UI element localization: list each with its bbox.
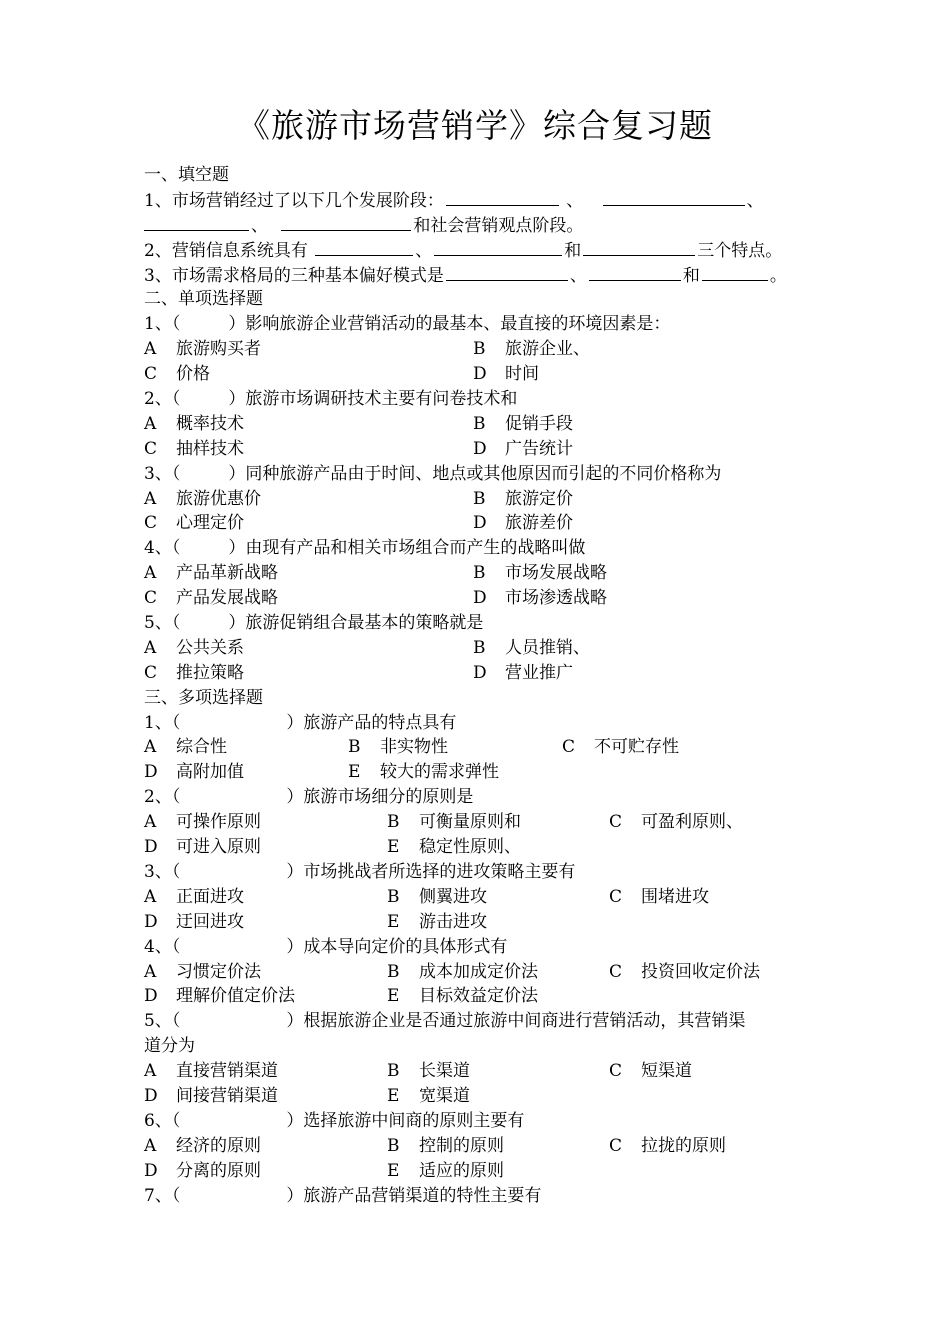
option[interactable]	[387, 1059, 609, 1084]
fill-q1-line1: 1、市场营销经过了以下几个发展阶段： 、 、	[144, 188, 814, 213]
option[interactable]	[387, 835, 609, 860]
question-text: ）同种旅游产品由于时间、地点或其他原因而引起的不同价格称为	[228, 463, 722, 484]
option-letter: D	[473, 438, 487, 459]
option-row	[144, 362, 814, 387]
question-stem	[144, 1109, 814, 1134]
question-text: ）旅游产品营销渠道的特性主要有	[286, 1185, 542, 1206]
option[interactable]	[144, 586, 473, 611]
option-letter: D	[144, 911, 158, 932]
option[interactable]	[144, 412, 473, 437]
question-text: ）市场挑战者所选择的进攻策略主要有	[286, 861, 576, 882]
option[interactable]	[387, 984, 609, 1009]
option-letter: C	[609, 886, 623, 907]
option-row	[144, 487, 814, 512]
option[interactable]	[144, 960, 387, 985]
option-row	[144, 910, 814, 935]
answer-blank[interactable]	[281, 213, 411, 231]
option[interactable]	[473, 437, 573, 462]
option-text: 迂回进攻	[176, 911, 244, 932]
option-letter: B	[387, 1135, 400, 1156]
option-letter: E	[387, 1160, 400, 1181]
question-text-continued: 道分为	[144, 1036, 195, 1057]
option[interactable]	[387, 885, 609, 910]
option-letter: A	[144, 737, 157, 758]
option[interactable]	[144, 810, 387, 835]
section-heading-single-choice: 二、单项选择题	[144, 289, 263, 310]
option[interactable]	[144, 437, 473, 462]
option[interactable]	[387, 910, 609, 935]
question-number: 1、（	[144, 712, 181, 733]
option[interactable]	[144, 1134, 387, 1159]
option-text: 宽渠道	[419, 1085, 470, 1106]
option-row	[144, 1159, 814, 1184]
option-letter: E	[387, 837, 400, 858]
question-stem	[144, 536, 814, 561]
option-letter: E	[387, 1085, 400, 1106]
option-letter: B	[473, 488, 486, 509]
question-stem	[144, 462, 814, 487]
option-text: 较大的需求弹性	[380, 762, 499, 783]
question-stem	[144, 1009, 814, 1034]
question-stem	[144, 611, 814, 636]
option[interactable]	[473, 661, 573, 686]
option-letter: A	[144, 637, 157, 658]
option-letter: B	[348, 737, 361, 758]
option-letter: B	[387, 961, 400, 982]
option-row	[144, 984, 814, 1009]
option-letter: B	[473, 339, 486, 360]
question-text: ）由现有产品和相关市场组合而产生的战略叫做	[228, 538, 586, 559]
option[interactable]	[609, 1059, 692, 1084]
option-letter: C	[144, 588, 158, 609]
option-row	[144, 511, 814, 536]
option-row	[144, 636, 814, 661]
option-text: 促销手段	[505, 413, 573, 434]
answer-blank[interactable]	[702, 263, 768, 281]
option[interactable]	[609, 1134, 726, 1159]
option-row	[144, 835, 814, 860]
option-letter: B	[387, 886, 400, 907]
option-letter: A	[144, 488, 157, 509]
option-text: 市场渗透战略	[505, 588, 607, 609]
option-letter: C	[609, 812, 623, 833]
option-text: 综合性	[176, 737, 227, 758]
option-text: 高附加值	[176, 762, 244, 783]
option-text: 时间	[505, 364, 539, 385]
question-stem	[144, 312, 814, 337]
option-letter: A	[144, 961, 157, 982]
question-number: 5、（	[144, 613, 181, 634]
question-text: ）旅游促销组合最基本的策略就是	[228, 613, 484, 634]
option[interactable]	[609, 810, 743, 835]
option[interactable]	[144, 735, 348, 760]
option-text: 旅游定价	[505, 488, 573, 509]
option-text: 侧翼进攻	[419, 886, 487, 907]
option-text: 营业推广	[505, 662, 573, 683]
option-letter: D	[473, 513, 487, 534]
option-letter: C	[144, 513, 158, 534]
single-choice-list	[144, 312, 814, 685]
option[interactable]	[473, 412, 573, 437]
option-row	[144, 412, 814, 437]
option-text: 游击进攻	[419, 911, 487, 932]
question-number: 5、（	[144, 1011, 181, 1032]
option-text: 直接营销渠道	[176, 1061, 278, 1082]
option[interactable]	[387, 1084, 609, 1109]
fill-q3: 3、市场需求格局的三种基本偏好模式是 、 和 。	[144, 263, 814, 288]
option-letter: A	[144, 1135, 157, 1156]
option-row	[144, 586, 814, 611]
option-text: 市场发展战略	[505, 563, 607, 584]
option-text: 可盈利原则、	[641, 812, 743, 833]
option-letter: A	[144, 413, 157, 434]
option[interactable]	[348, 735, 562, 760]
option-letter: C	[144, 438, 158, 459]
option-letter: D	[144, 837, 158, 858]
option[interactable]	[387, 810, 609, 835]
option-text: 理解价值定价法	[176, 986, 295, 1007]
option-letter: D	[473, 588, 487, 609]
option-text: 习惯定价法	[176, 961, 261, 982]
document-body	[144, 163, 814, 1208]
option-text: 经济的原则	[176, 1135, 261, 1156]
answer-blank[interactable]	[589, 263, 681, 281]
question-stem	[144, 387, 814, 412]
option[interactable]	[144, 337, 473, 362]
option-row	[144, 1059, 814, 1084]
option-letter: C	[144, 364, 158, 385]
option-letter: C	[562, 737, 576, 758]
option-row	[144, 661, 814, 686]
option[interactable]	[144, 885, 387, 910]
option-letter: B	[387, 812, 400, 833]
option-text: 投资回收定价法	[641, 961, 760, 982]
question-text: ）旅游市场调研技术主要有问卷技术和	[228, 389, 518, 410]
question-text: ）旅游产品的特点具有	[286, 712, 457, 733]
option[interactable]	[609, 885, 709, 910]
option-text: 不可贮存性	[594, 737, 679, 758]
option[interactable]	[387, 960, 609, 985]
answer-blank[interactable]	[315, 238, 413, 256]
option-row	[144, 437, 814, 462]
question-number: 3、（	[144, 463, 181, 484]
option[interactable]	[387, 1134, 609, 1159]
option[interactable]	[144, 561, 473, 586]
option-text: 旅游优惠价	[176, 488, 261, 509]
option-text: 价格	[176, 364, 210, 385]
option-text: 间接营销渠道	[176, 1085, 278, 1106]
option[interactable]	[144, 636, 473, 661]
fill-q1-line2: 、 和社会营销观点阶段。	[144, 213, 814, 238]
option-row	[144, 885, 814, 910]
question-number: 4、（	[144, 538, 181, 559]
option-letter: D	[144, 762, 158, 783]
question-number: 6、（	[144, 1110, 181, 1131]
question-stem	[144, 785, 814, 810]
question-number: 2、（	[144, 787, 181, 808]
option-row	[144, 1084, 814, 1109]
option-letter: E	[348, 762, 361, 783]
option[interactable]	[473, 511, 573, 536]
option-text: 可衡量原则和	[419, 812, 521, 833]
question-text: ）成本导向定价的具体形式有	[286, 936, 508, 957]
question-text: ）旅游市场细分的原则是	[286, 787, 474, 808]
option-letter: D	[144, 986, 158, 1007]
option-text: 稳定性原则、	[419, 837, 521, 858]
option-text: 推拉策略	[176, 662, 244, 683]
option-letter: A	[144, 886, 157, 907]
option[interactable]	[144, 487, 473, 512]
option-text: 可进入原则	[176, 837, 261, 858]
option[interactable]	[473, 487, 573, 512]
option[interactable]	[609, 960, 760, 985]
option[interactable]	[144, 661, 473, 686]
option[interactable]	[473, 337, 590, 362]
answer-blank[interactable]	[144, 213, 249, 231]
option-letter: B	[387, 1061, 400, 1082]
option-text: 旅游差价	[505, 513, 573, 534]
question-text: ）影响旅游企业营销活动的最基本、最直接的环境因素是：	[228, 314, 671, 335]
document-title: 《旅游市场营销学》综合复习题	[237, 106, 713, 145]
question-number: 3、（	[144, 861, 181, 882]
option-row	[144, 960, 814, 985]
option-text: 旅游购买者	[176, 339, 261, 360]
option[interactable]	[562, 735, 679, 760]
option-text: 控制的原则	[419, 1135, 504, 1156]
option-letter: D	[144, 1085, 158, 1106]
option-text: 围堵进攻	[641, 886, 709, 907]
option[interactable]	[348, 760, 562, 785]
section-heading-fill-in: 一、填空题	[144, 165, 229, 185]
option-text: 正面进攻	[176, 886, 244, 907]
answer-blank[interactable]	[446, 263, 568, 281]
option[interactable]	[473, 636, 590, 661]
option-text: 成本加成定价法	[419, 961, 538, 982]
option-text: 拉拢的原则	[641, 1135, 726, 1156]
option-letter: A	[144, 812, 157, 833]
option-letter: C	[609, 1135, 623, 1156]
option-text: 公共关系	[176, 637, 244, 658]
option[interactable]	[144, 910, 387, 935]
option[interactable]	[144, 362, 473, 387]
option-text: 目标效益定价法	[419, 986, 538, 1007]
option-text: 可操作原则	[176, 812, 261, 833]
option-row	[144, 561, 814, 586]
question-number: 4、（	[144, 936, 181, 957]
option[interactable]	[144, 511, 473, 536]
option-row	[144, 810, 814, 835]
option-text: 短渠道	[641, 1061, 692, 1082]
option-letter: A	[144, 1061, 157, 1082]
fill-q2: 2、营销信息系统具有 、 和 三个特点。	[144, 238, 814, 263]
option-text: 长渠道	[419, 1061, 470, 1082]
option-text: 心理定价	[176, 513, 244, 534]
option-row	[144, 760, 814, 785]
option-row	[144, 1134, 814, 1159]
option-text: 产品革新战略	[176, 563, 278, 584]
option-letter: B	[473, 413, 486, 434]
option[interactable]	[144, 984, 387, 1009]
option-text: 产品发展战略	[176, 588, 278, 609]
option-letter: B	[473, 637, 486, 658]
question-number: 7、（	[144, 1185, 181, 1206]
option-letter: B	[473, 563, 486, 584]
option-letter: D	[473, 364, 487, 385]
option-text: 旅游企业、	[505, 339, 590, 360]
option-text: 非实物性	[380, 737, 448, 758]
answer-blank[interactable]	[434, 238, 562, 256]
option[interactable]	[144, 835, 387, 860]
option-text: 分离的原则	[176, 1160, 261, 1181]
option[interactable]	[473, 586, 607, 611]
question-number: 1、（	[144, 314, 181, 335]
question-stem	[144, 711, 814, 736]
question-stem	[144, 935, 814, 960]
option-text: 抽样技术	[176, 438, 244, 459]
question-stem	[144, 860, 814, 885]
option-letter: E	[387, 911, 400, 932]
section-heading-multi-choice: 三、多项选择题	[144, 687, 263, 708]
option-text: 人员推销、	[505, 637, 590, 658]
option-row	[144, 337, 814, 362]
option[interactable]	[473, 561, 607, 586]
answer-blank[interactable]	[603, 188, 745, 206]
option[interactable]	[144, 1159, 387, 1184]
option[interactable]	[144, 1059, 387, 1084]
multi-choice-list	[144, 711, 814, 1209]
option[interactable]	[387, 1159, 609, 1184]
option[interactable]	[144, 760, 348, 785]
question-stem	[144, 1184, 814, 1209]
option[interactable]	[473, 362, 539, 387]
question-number: 2、（	[144, 389, 181, 410]
option-letter: C	[144, 662, 158, 683]
answer-blank[interactable]	[583, 238, 695, 256]
option-text: 广告统计	[505, 438, 573, 459]
option-letter: E	[387, 986, 400, 1007]
option-letter: C	[609, 961, 623, 982]
question-text: ）根据旅游企业是否通过旅游中间商进行营销活动，其营销渠	[286, 1011, 746, 1032]
option-text: 适应的原则	[419, 1160, 504, 1181]
option-letter: A	[144, 563, 157, 584]
option-letter: D	[144, 1160, 158, 1181]
option-letter: C	[609, 1061, 623, 1082]
option[interactable]	[144, 1084, 387, 1109]
option-row	[144, 735, 814, 760]
option-text: 概率技术	[176, 413, 244, 434]
question-text: ）选择旅游中间商的原则主要有	[286, 1110, 525, 1131]
option-letter: A	[144, 339, 157, 360]
answer-blank[interactable]	[446, 188, 559, 206]
option-letter: D	[473, 662, 487, 683]
